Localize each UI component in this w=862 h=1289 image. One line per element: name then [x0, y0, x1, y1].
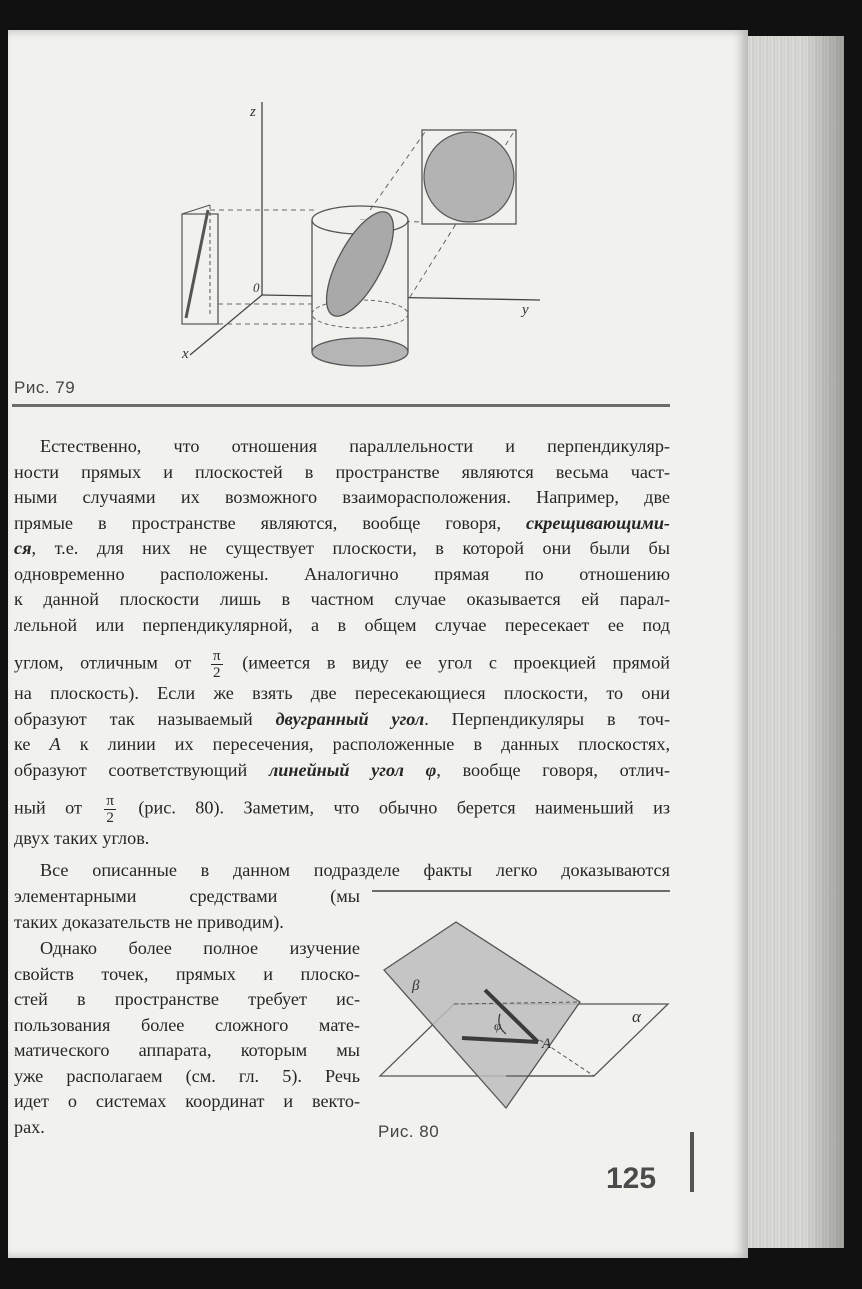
paragraph-2-continued [14, 884, 360, 935]
text-line: ный от $\frac{\pi}{2}$ (рис. 80). Заметим, что обычно берется наименьший из [14, 793, 671, 826]
page-number-bar [690, 1132, 694, 1192]
paragraph-1 [14, 434, 670, 852]
axis-z-label: z [250, 104, 256, 120]
fraction-pi-over-2: $\frac{\pi}{2}$ [106, 793, 114, 826]
point-a-label: A [542, 1036, 552, 1052]
text-line: образуют соответствующий линейный угол φ, вообще говоря, отлич- [14, 759, 670, 780]
figure-80-caption: Рис. 80 [378, 1122, 440, 1141]
term-skew: скрещивающими- [526, 512, 670, 533]
fraction-pi-over-2: $\frac{\pi}{2}$ [212, 648, 221, 681]
figure-79-diagram [160, 90, 560, 375]
text-line: к данной плоскости лишь в частном случае оказывается ей парал- [14, 589, 670, 609]
page-number: 125 [606, 1162, 657, 1195]
figure-79-caption: Рис. 79 [14, 378, 76, 397]
text-line: одновременно расположены. Аналогично прямая по отношению [14, 563, 670, 584]
text-line: ке A к линии их пересечения, расположенные в данных плоскостях, [14, 734, 670, 754]
term-linear-angle: линейный угол φ [268, 759, 437, 780]
figure-80-rule [372, 890, 670, 892]
text-line: Однако более полное изучение [40, 938, 360, 958]
text-line: образуют так называемый двугранный угол. Перпендикуляры в точ- [14, 708, 671, 729]
text-line: идет о системах координат и векто- [14, 1091, 360, 1111]
text-line: на плоскость). Если же взять две пересекающиеся плоскости, то они [14, 683, 670, 703]
text-line: прямые в пространстве являются, вообще говоря, скрещивающими- [14, 512, 670, 533]
text-line: пользования более сложного мате- [14, 1014, 360, 1035]
section-rule [12, 404, 670, 407]
text-line: рах. [14, 1116, 45, 1137]
text-line: ными случаями их возможного взаиморасположения. Например, две [14, 487, 670, 507]
figure-80-diagram [372, 918, 672, 1114]
paragraph-3 [14, 936, 360, 1140]
text-line: уже располагаем (см. гл. 5). Речь [14, 1065, 360, 1086]
text-line: углом, отличным от $\frac{\pi}{2}$ (имеется в виду ее угол с проекцией прямой [14, 648, 671, 681]
text-line: двух таких углов. [14, 828, 150, 848]
term-dihedral-angle: двугранный угол [275, 708, 425, 729]
text-line: ности прямых и плоскостей в пространстве являются весьма част- [14, 461, 670, 482]
page-edges [746, 36, 844, 1248]
axis-x-label: x [182, 346, 189, 362]
plane-beta-label: β [412, 978, 420, 994]
text-line: матического аппарата, которым мы [14, 1040, 360, 1060]
angle-phi-label: φ [494, 1018, 502, 1033]
text-line: Все описанные в данном подразделе факты легко доказываются [40, 860, 670, 880]
paragraph-2 [14, 858, 670, 884]
text-line: элементарными средствами (мы [14, 886, 360, 906]
text-line: лельной или перпендикулярной, а в общем случае пересекает ее под [14, 614, 670, 635]
text-line: свойств точек, прямых и плоско- [14, 963, 360, 984]
text-line: стей в пространстве требует ис- [14, 989, 360, 1009]
text-line: Естественно, что отношения параллельности и перпендикуляр- [40, 436, 670, 456]
text-line: таких доказательств не приводим). [14, 911, 284, 932]
text-line: ся, т.е. для них не существует плоскости, в которой они были бы [14, 538, 670, 558]
plane-alpha-label: α [632, 1007, 641, 1026]
axis-y-label: y [522, 302, 529, 318]
origin-label: 0 [253, 280, 260, 295]
